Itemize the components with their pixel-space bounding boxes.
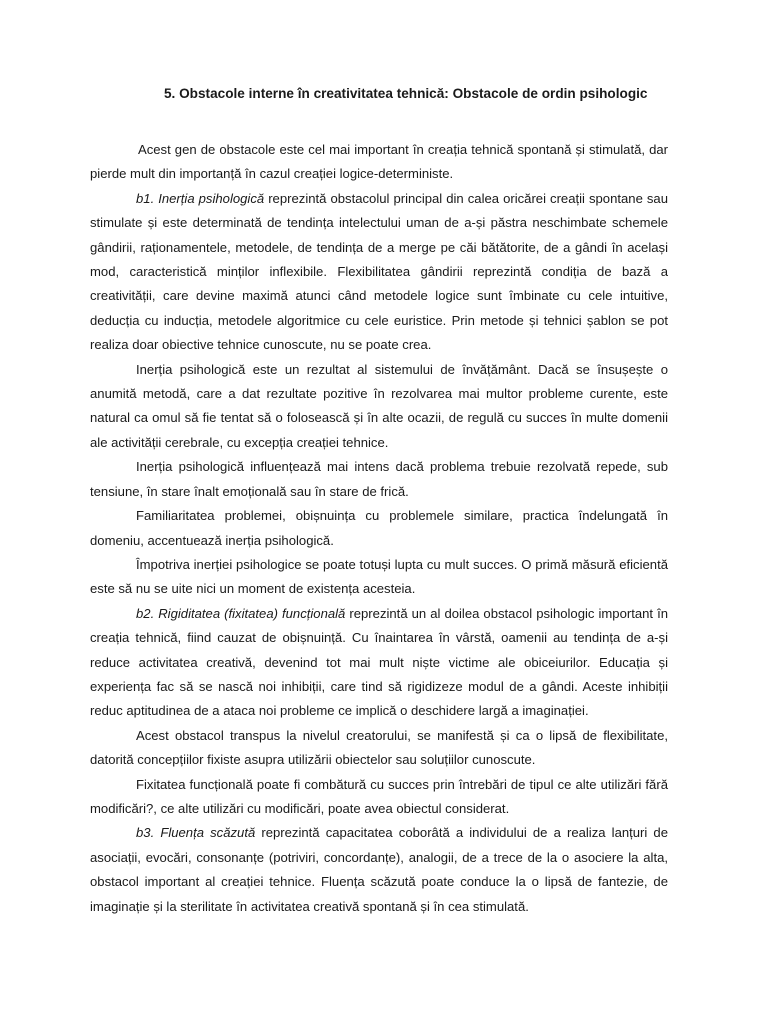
paragraph-10-heading: b3. Fluența scăzută <box>136 825 256 841</box>
paragraph-8 <box>90 724 668 773</box>
paragraph-3-text: Inerția psihologică este un rezultat al sistemului de învățământ. Dacă se însușește o anumită metodă, care a dat rezultate pozitive în rezolvarea mai multor probleme curente, este natural ca omul să fie tentat să o folosească și în alte ocazii, de regulă cu succes în multe domenii ale activității cerebrale, cu excepția creației tehnice. <box>90 361 668 450</box>
paragraph-6-text: Împotriva inerției psihologice se poate totuși lupta cu mult succes. O primă măsură eficientă este să nu se uite nici un moment de existența acesteia. <box>90 556 668 597</box>
paragraph-2-text: reprezintă obstacolul principal din calea oricărei creații spontane sau stimulate și este determinată de tendința intelectului uman de a-și păstra neschimbate schemele gândirii, raționamentele, metodele, de tendința de a merge pe căi bătătorite, de a gândi în același mod, caracteristică minților inflexibile. Flexibilitatea gândirii reprezintă condiția de bază a creativității, care devine maximă atunci când metodele logice sunt îmbinate cu cele intuitive, deducția cu inducția, metodele algoritmice cu cele euristice. Prin metode și tehnici șablon se pot realiza doar obiective tehnice cunoscute, nu se poate crea. <box>90 190 668 353</box>
paragraph-10-text: reprezintă capacitatea coborâtă a individului de a realiza lanțuri de asociații, evocări, consonanțe (potriviri, concordanțe), analogii, de a trece de la o asociere la alta, obstacol important al creației tehnice. Fluența scăzută poate conduce la o lipsă de fantezie, de imaginație și la sterilitate în activitatea creativă spontană și în cea stimulată. <box>90 825 669 914</box>
paragraph-4-text: Inerția psihologică influențează mai intens dacă problema trebuie rezolvată repede, sub tensiune, în stare înalt emoțională sau în stare de frică. <box>90 459 668 499</box>
paragraph-7-heading: b2. Rigiditatea (fixitatea) funcțională <box>136 605 346 621</box>
paragraph-5-text: Familiaritatea problemei, obișnuința cu problemele similare, practica îndelungată în domeniu, accentuează inerția psihologică. <box>90 508 668 548</box>
paragraph-1-text: Acest gen de obstacole este cel mai important în creația tehnică spontană și stimulată, dar pierde mult din importanță în cazul creației logice-deterministe. <box>90 142 668 182</box>
paragraph-1 <box>90 138 668 187</box>
paragraph-7 <box>90 602 668 724</box>
paragraph-2-heading: b1. Inerția psihologică <box>136 190 265 206</box>
paragraph-5 <box>90 504 668 553</box>
paragraph-9-text: Fixitatea funcțională poate fi combătură cu succes prin întrebări de tipul ce alte utilizări fără modificări?, ce alte utilizări cu modificări, poate avea obiectul considerat. <box>90 776 668 816</box>
paragraph-9 <box>90 773 668 822</box>
paragraph-4 <box>90 455 668 504</box>
paragraph-2 <box>90 187 668 358</box>
paragraph-7-text: reprezintă un al doilea obstacol psihologic important în creația tehnică, fiind cauzat de obișnuință. Cu înaintarea în vârstă, oamenii au tendința de a-și reduce activitatea creativă, devenind tot mai mult niște victime ale obiceiurilor. Educația și experiența fac să se nască noi inhibiții, care tind să rigidizeze modul de a gândi. Aceste inhibiții reduc aptitudinea de a ataca noi probleme ce implică o deschidere largă a imaginației. <box>90 605 668 719</box>
paragraph-6 <box>90 553 668 602</box>
paragraph-8-text: Acest obstacol transpus la nivelul creatorului, se manifestă și ca o lipsă de flexibilitate, datorită concepțiilor fixiste asupra utilizării obiectelor sau soluțiilor cunoscute. <box>90 727 668 768</box>
document-title: 5. Obstacole interne în creativitatea tehnică: Obstacole de ordin psihologic <box>164 86 648 101</box>
paragraph-3 <box>90 358 668 456</box>
paragraph-10 <box>90 821 668 919</box>
document-body <box>90 138 668 919</box>
